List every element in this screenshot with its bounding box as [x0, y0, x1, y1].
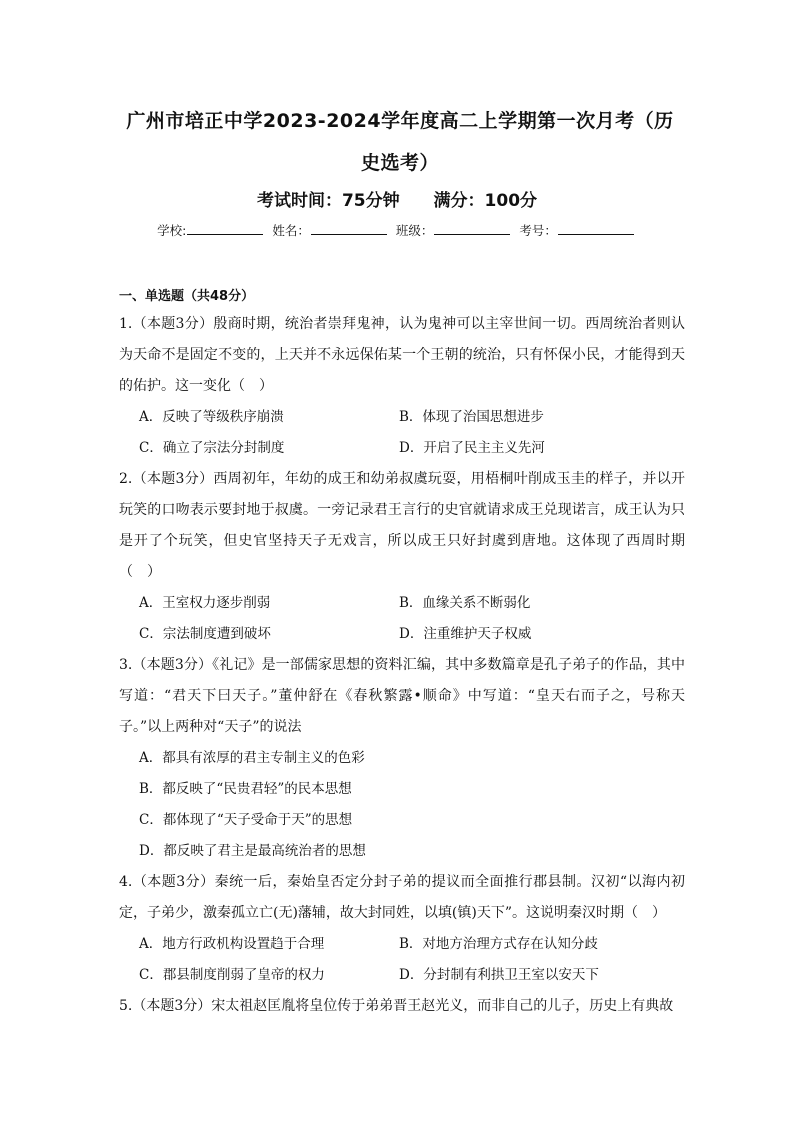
- id-blank[interactable]: [558, 222, 634, 235]
- section-title: 一、单选题（共48分）: [119, 289, 255, 304]
- school-blank[interactable]: [187, 222, 263, 235]
- school-label: 学校:: [157, 223, 187, 238]
- question-list: [119, 309, 685, 1022]
- class-blank[interactable]: [434, 222, 510, 235]
- exam-info: [0, 186, 794, 211]
- option-b: B．都反映了“民贵君轻”的民本思想: [139, 781, 352, 797]
- class-label: 班级：: [395, 223, 434, 238]
- option-a: A．都具有浓厚的君主专制主义的色彩: [139, 750, 365, 766]
- option-b: B．血缘关系不断弱化: [399, 595, 531, 611]
- options: [119, 402, 685, 464]
- question-text: 1.（本题3分）殷商时期，统治者崇拜鬼神，认为鬼神可以主宰世间一切。西周统治者则认为天命不是固定不变的，上天并不永远保佑某一个王朝的统治，只有怀保小民，才能得到天的佑护。这一变化（ ）: [119, 316, 685, 394]
- option-a: A．反映了等级秩序崩溃: [139, 409, 284, 425]
- exam-title: [110, 100, 690, 184]
- name-blank[interactable]: [311, 222, 387, 235]
- question-text: 3.（本题3分）《礼记》是一部儒家思想的资料汇编，其中多数篇章是孔子弟子的作品，其中写道：“君天下曰天子。”董仲舒在《春秋繁露•顺命》中写道：“皇天右而子之，号称天子。”以上两种对“天子”的说法: [119, 657, 685, 735]
- question-2: [119, 464, 685, 650]
- name-label: 姓名：: [272, 223, 310, 238]
- option-a: A．王室权力逐步削弱: [139, 595, 271, 611]
- question-3: [119, 650, 685, 867]
- option-a: A．地方行政机构设置趋于合理: [139, 936, 325, 952]
- option-c: C．宗法制度遭到破坏: [139, 626, 271, 642]
- option-c: C．郡县制度削弱了皇帝的权力: [139, 967, 325, 983]
- option-c: C．确立了宗法分封制度: [139, 440, 285, 456]
- id-label: 考号：: [519, 223, 557, 238]
- question-4: [119, 867, 685, 991]
- option-c: C．都体现了“天子受命于天”的思想: [139, 812, 353, 828]
- exam-title-line-1: 广州市培正中学2023-2024学年度高二上学期第一次月考（历: [126, 110, 674, 132]
- exam-time: 考试时间：75分钟: [256, 191, 400, 211]
- exam-title-line-2: 史选考）: [360, 152, 439, 174]
- option-d: D．分封制有利拱卫王室以安天下: [399, 967, 599, 983]
- full-score: 满分：100分: [433, 191, 538, 211]
- question-text: 4.（本题3分）秦统一后，秦始皇否定分封子弟的提议而全面推行郡县制。汉初“以海内初定，子弟少，激秦孤立亡(无)藩辅，故大封同姓，以填(镇)天下”。这说明秦汉时期（ ）: [119, 874, 685, 921]
- student-info-row: [0, 221, 794, 239]
- question-text: 5.（本题3分）宋太祖赵匡胤将皇位传于弟弟晋王赵光义，而非自己的儿子，历史上有典故: [119, 998, 674, 1014]
- option-b: B．体现了治国思想进步: [399, 409, 544, 425]
- option-d: D．都反映了君主是最高统治者的思想: [139, 843, 366, 859]
- options: [119, 588, 685, 650]
- options: [119, 743, 685, 867]
- question-text: 2.（本题3分）西周初年，年幼的成王和幼弟叔虞玩耍，用梧桐叶削成玉圭的样子，并以开玩笑的口吻表示要封地于叔虞。一旁记录君王言行的史官就请求成王兑现诺言，成王认为只是开了个玩笑，但史官坚持天子无戏言，所以成王只好封虞到唐地。这体现了西周时期（ ）: [119, 471, 685, 580]
- option-b: B．对地方治理方式存在认知分歧: [399, 936, 598, 952]
- question-5: [119, 991, 685, 1022]
- options: [119, 929, 685, 991]
- option-d: D．注重维护天子权威: [399, 626, 532, 642]
- question-1: [119, 309, 685, 464]
- option-d: D．开启了民主主义先河: [399, 440, 545, 456]
